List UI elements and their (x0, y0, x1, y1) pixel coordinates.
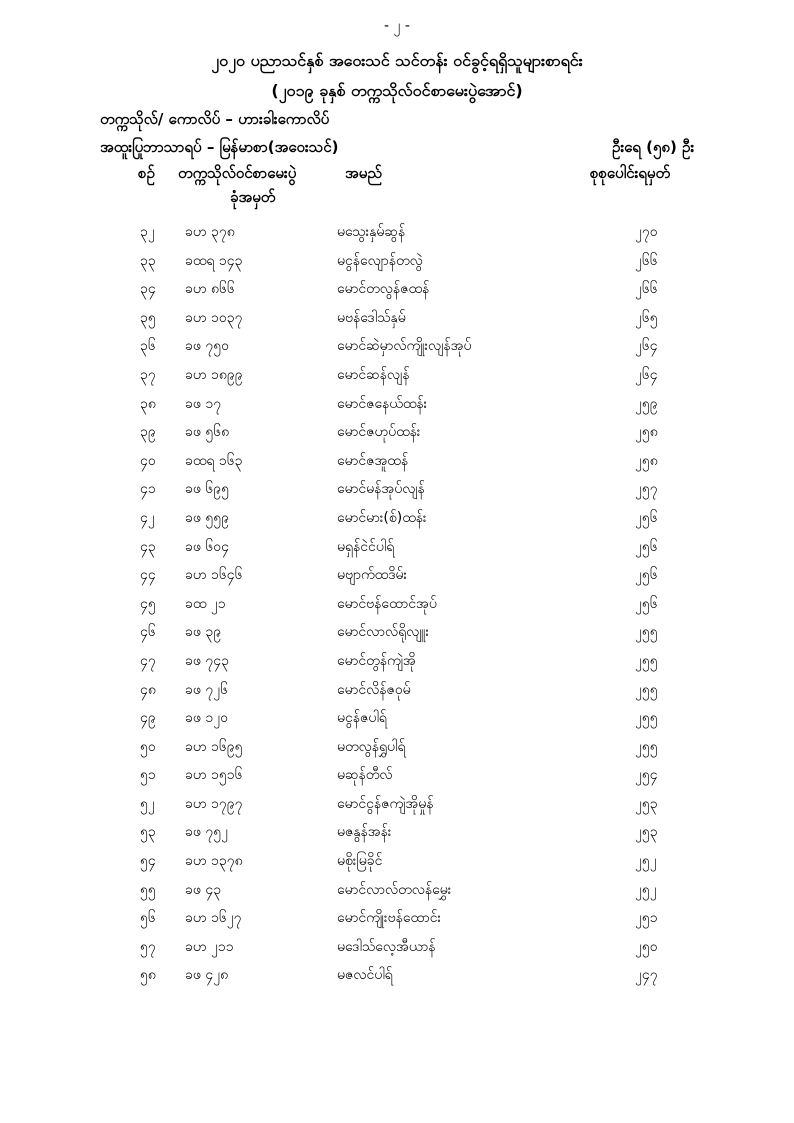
roll-number: ခဟ ၁၀၃၇ (185, 309, 243, 326)
row-number: ၃၅ (140, 309, 156, 326)
student-name: မငွန်လျောန်တလွဲ (337, 252, 423, 269)
student-name: မဗန်ဒေါသ်နှမ် (337, 309, 406, 326)
student-name: မောင်ဆန်လျန် (337, 366, 410, 383)
table-row (0, 851, 794, 880)
total-marks: ၂၅၈ (635, 452, 658, 469)
table-row (0, 222, 794, 251)
row-number: ၅၀ (140, 738, 156, 755)
row-number: ၃၇ (140, 366, 156, 383)
student-name: မတလွန်ရွှပါရ် (337, 738, 406, 755)
row-number: ၄၅ (140, 595, 156, 612)
row-number: ၄၇ (140, 652, 156, 669)
roll-number: ခဟ ၁၇၉၇ (185, 795, 243, 812)
row-number: ၄၆ (140, 624, 156, 641)
major-label: အထူးပြုဘာသာရပ် – မြန်မာစာ(အဝေးသင်) (100, 138, 339, 156)
student-name: မောင်မား(စ်)ထန်း (337, 509, 427, 526)
student-name: မောင်ဇနေယ်ထန်း (337, 395, 428, 412)
table-row (0, 822, 794, 851)
roll-number: ခဖ ၆၀၄ (185, 538, 229, 555)
table-row (0, 565, 794, 594)
results-table (0, 222, 794, 994)
row-number: ၅၈ (140, 967, 156, 984)
roll-number: ခထ ၂၁ (185, 595, 226, 612)
university-label: တက္ကသိုလ်/ ကောလိပ် – ဟားခါးကောလိပ် (100, 110, 330, 128)
student-name: မောင်ဗန်ထောင်အုပ် (337, 595, 437, 612)
roll-number: ခဟ ၁၆၂၇ (185, 910, 242, 927)
student-name: မောင်မန်အုပ်လျန် (337, 481, 425, 498)
student-name: မောင်လာလ်တလန်မွှေး (337, 881, 452, 898)
table-row (0, 336, 794, 365)
roll-number: ခဖ ၄၃ (185, 881, 222, 898)
column-header-name: အမည် (345, 164, 382, 182)
student-name: မောင်တလွန်ဇထန် (337, 281, 430, 298)
total-marks: ၂၅၂ (635, 881, 657, 898)
total-marks: ၂၅၆ (635, 509, 658, 526)
row-number: ၅၂ (140, 795, 155, 812)
table-row (0, 880, 794, 909)
roll-number: ခဖ ၅၆၈ (185, 424, 230, 441)
document-subtitle: (၂၀၁၉ ခုနှစ် တက္ကသိုလ်ဝင်စာမေးပွဲအောင်) (271, 81, 523, 100)
total-marks: ၂၅၅ (635, 681, 658, 698)
table-row (0, 622, 794, 651)
student-name: မောင်လိန်ဇဝုမ် (337, 681, 411, 698)
roll-number: ခဖ ၇၅၂ (185, 824, 228, 841)
roll-number: ခဖ ၁၇ (185, 395, 222, 412)
total-marks: ၂၅၃ (635, 824, 658, 841)
student-name: မငွန်ဇပါရ် (337, 710, 387, 727)
roll-number: ခဖ ၇၄၃ (185, 652, 229, 669)
row-number: ၄၈ (140, 681, 156, 698)
table-row (0, 479, 794, 508)
total-marks: ၂၅၁ (635, 910, 658, 927)
total-marks: ၂၅၆ (635, 595, 658, 612)
roll-number: ခဖ ၇၂၆ (185, 681, 228, 698)
row-number: ၅၅ (140, 881, 156, 898)
total-marks: ၂၆၆ (635, 281, 658, 298)
row-number: ၅၄ (140, 853, 156, 870)
table-row (0, 394, 794, 423)
roll-number: ခဟ ၃၇၈ (185, 224, 235, 240)
roll-number: ခဟ ၁၆၄၆ (185, 567, 243, 584)
table-row (0, 737, 794, 766)
roll-number: ခဟ ၂၁၁ (185, 938, 234, 955)
roll-number: ခဟ ၈၆၆ (185, 281, 235, 298)
student-name: မသွေးနှမ်ဆွန် (337, 224, 406, 240)
student-name: မရှန်ငဲင်ပါရ် (337, 538, 395, 555)
roll-number: ခထရ ၁၄၃ (185, 252, 243, 269)
student-name: မဇနွန်အန်း (337, 824, 392, 841)
row-number: ၅၆ (140, 910, 156, 927)
table-row (0, 908, 794, 937)
row-number: ၄၉ (140, 710, 156, 727)
student-name: မောင်ဇဟုပ်ထန်း (337, 424, 421, 441)
table-row (0, 594, 794, 623)
roll-number: ခဖ ၁၂၀ (185, 710, 228, 727)
roll-number: ခဖ ၇၅၀ (185, 338, 229, 355)
total-marks: ၂၅၈ (635, 424, 658, 441)
total-marks: ၂၅၇ (635, 481, 658, 498)
column-header-no: စဉ် (138, 164, 155, 182)
student-name: မဒေါသ်လေ့အီယာန် (337, 938, 436, 955)
total-marks: ၂၆၅ (635, 309, 658, 326)
row-number: ၃၃ (140, 252, 156, 269)
student-name: မစိုးမြခိုင် (337, 853, 383, 870)
table-row (0, 708, 794, 737)
table-row (0, 537, 794, 566)
roll-number: ခဖ ၃၉ (185, 624, 222, 641)
row-number: ၃၄ (140, 281, 156, 298)
row-number: ၃၆ (140, 338, 156, 355)
table-row (0, 508, 794, 537)
row-number: ၅၁ (140, 767, 156, 784)
roll-number: ခဟ ၁၈၉၉ (185, 366, 243, 383)
table-row (0, 794, 794, 823)
row-number: ၃၂ (140, 224, 155, 240)
total-marks: ၂၇၀ (635, 224, 658, 240)
column-header-marks: စုစုပေါင်းရမှတ် (590, 164, 671, 182)
roll-number: ခဖ ၅၅၉ (185, 509, 229, 526)
table-row (0, 308, 794, 337)
student-name: မောင်တွန်ကျဲအို (337, 652, 416, 669)
table-row (0, 965, 794, 994)
total-marks: ၂၅၆ (635, 567, 658, 584)
roll-number: ခဟ ၁၅၁၆ (185, 767, 243, 784)
total-marks: ၂၅၅ (635, 710, 658, 727)
total-marks: ၂၅၂ (635, 853, 657, 870)
row-number: ၃၉ (140, 424, 156, 441)
page-number: - ၂ - (384, 18, 410, 34)
row-number: ၅၇ (140, 938, 156, 955)
row-number: ၄၄ (140, 567, 156, 584)
total-marks: ၂၅၅ (635, 624, 658, 641)
total-marks: ၂၅၆ (635, 538, 658, 555)
student-name: မဇလင်ပါရ် (337, 967, 393, 984)
total-marks: ၂၅၄ (635, 767, 658, 784)
total-marks: ၂၅၅ (635, 652, 658, 669)
student-name: မောင်လာလ်ရိုလျူး (337, 624, 430, 641)
table-row (0, 365, 794, 394)
column-header-roll: တက္ကသိုလ်ဝင်စာမေးပွဲ (178, 164, 297, 182)
table-row (0, 680, 794, 709)
row-number: ၄၃ (140, 538, 156, 555)
total-marks: ၂၅၀ (635, 938, 658, 955)
total-marks: ၂၅၃ (635, 795, 658, 812)
total-marks: ၂၅၅ (635, 738, 658, 755)
total-marks: ၂၆၄ (635, 338, 658, 355)
student-name: မဆုန်တီလ် (337, 767, 393, 784)
total-marks: ၂၆၆ (635, 252, 658, 269)
table-row (0, 451, 794, 480)
table-row (0, 422, 794, 451)
total-marks: ၂၆၄ (635, 366, 658, 383)
document-title: ၂၀၂၀ ပညာသင်နှစ် အဝေးသင် သင်တန်း ဝင်ခွင့်ရရှိသူများစာရင်း (211, 51, 583, 70)
row-number: ၄၁ (140, 481, 156, 498)
student-name: မောင်ဆဲမှာလ်ကျိုးလျန်အုပ် (337, 338, 472, 355)
table-row (0, 279, 794, 308)
total-marks: ၂၅၉ (635, 395, 658, 412)
table-row (0, 765, 794, 794)
table-row (0, 251, 794, 280)
column-header-roll-line2: ခုံအမှတ် (230, 188, 276, 206)
roll-number: ခဟ ၁၆၉၅ (185, 738, 243, 755)
roll-number: ခဖ ၄၂၈ (185, 967, 229, 984)
roll-number: ခဖ ၆၉၅ (185, 481, 229, 498)
row-number: ၄၂ (140, 509, 155, 526)
total-count: ဦးရေ (၅၈) ဦး (612, 138, 695, 156)
student-name: မောင်ငွန်ဇကျဲအိုမှုန် (337, 795, 434, 812)
roll-number: ခထရ ၁၆၃ (185, 452, 243, 469)
student-name: မဗျာက်ထဒိမ်း (337, 567, 408, 584)
row-number: ၃၈ (140, 395, 156, 412)
table-row (0, 651, 794, 680)
total-marks: ၂၄၇ (635, 967, 658, 984)
table-row (0, 937, 794, 966)
student-name: မောင်ကျိုးဗန်ထောင်း (337, 910, 442, 927)
row-number: ၅၃ (140, 824, 156, 841)
row-number: ၄၀ (140, 452, 156, 469)
roll-number: ခဟ ၁၃၇၈ (185, 853, 243, 870)
student-name: မောင်ဇအူထန် (337, 452, 409, 469)
